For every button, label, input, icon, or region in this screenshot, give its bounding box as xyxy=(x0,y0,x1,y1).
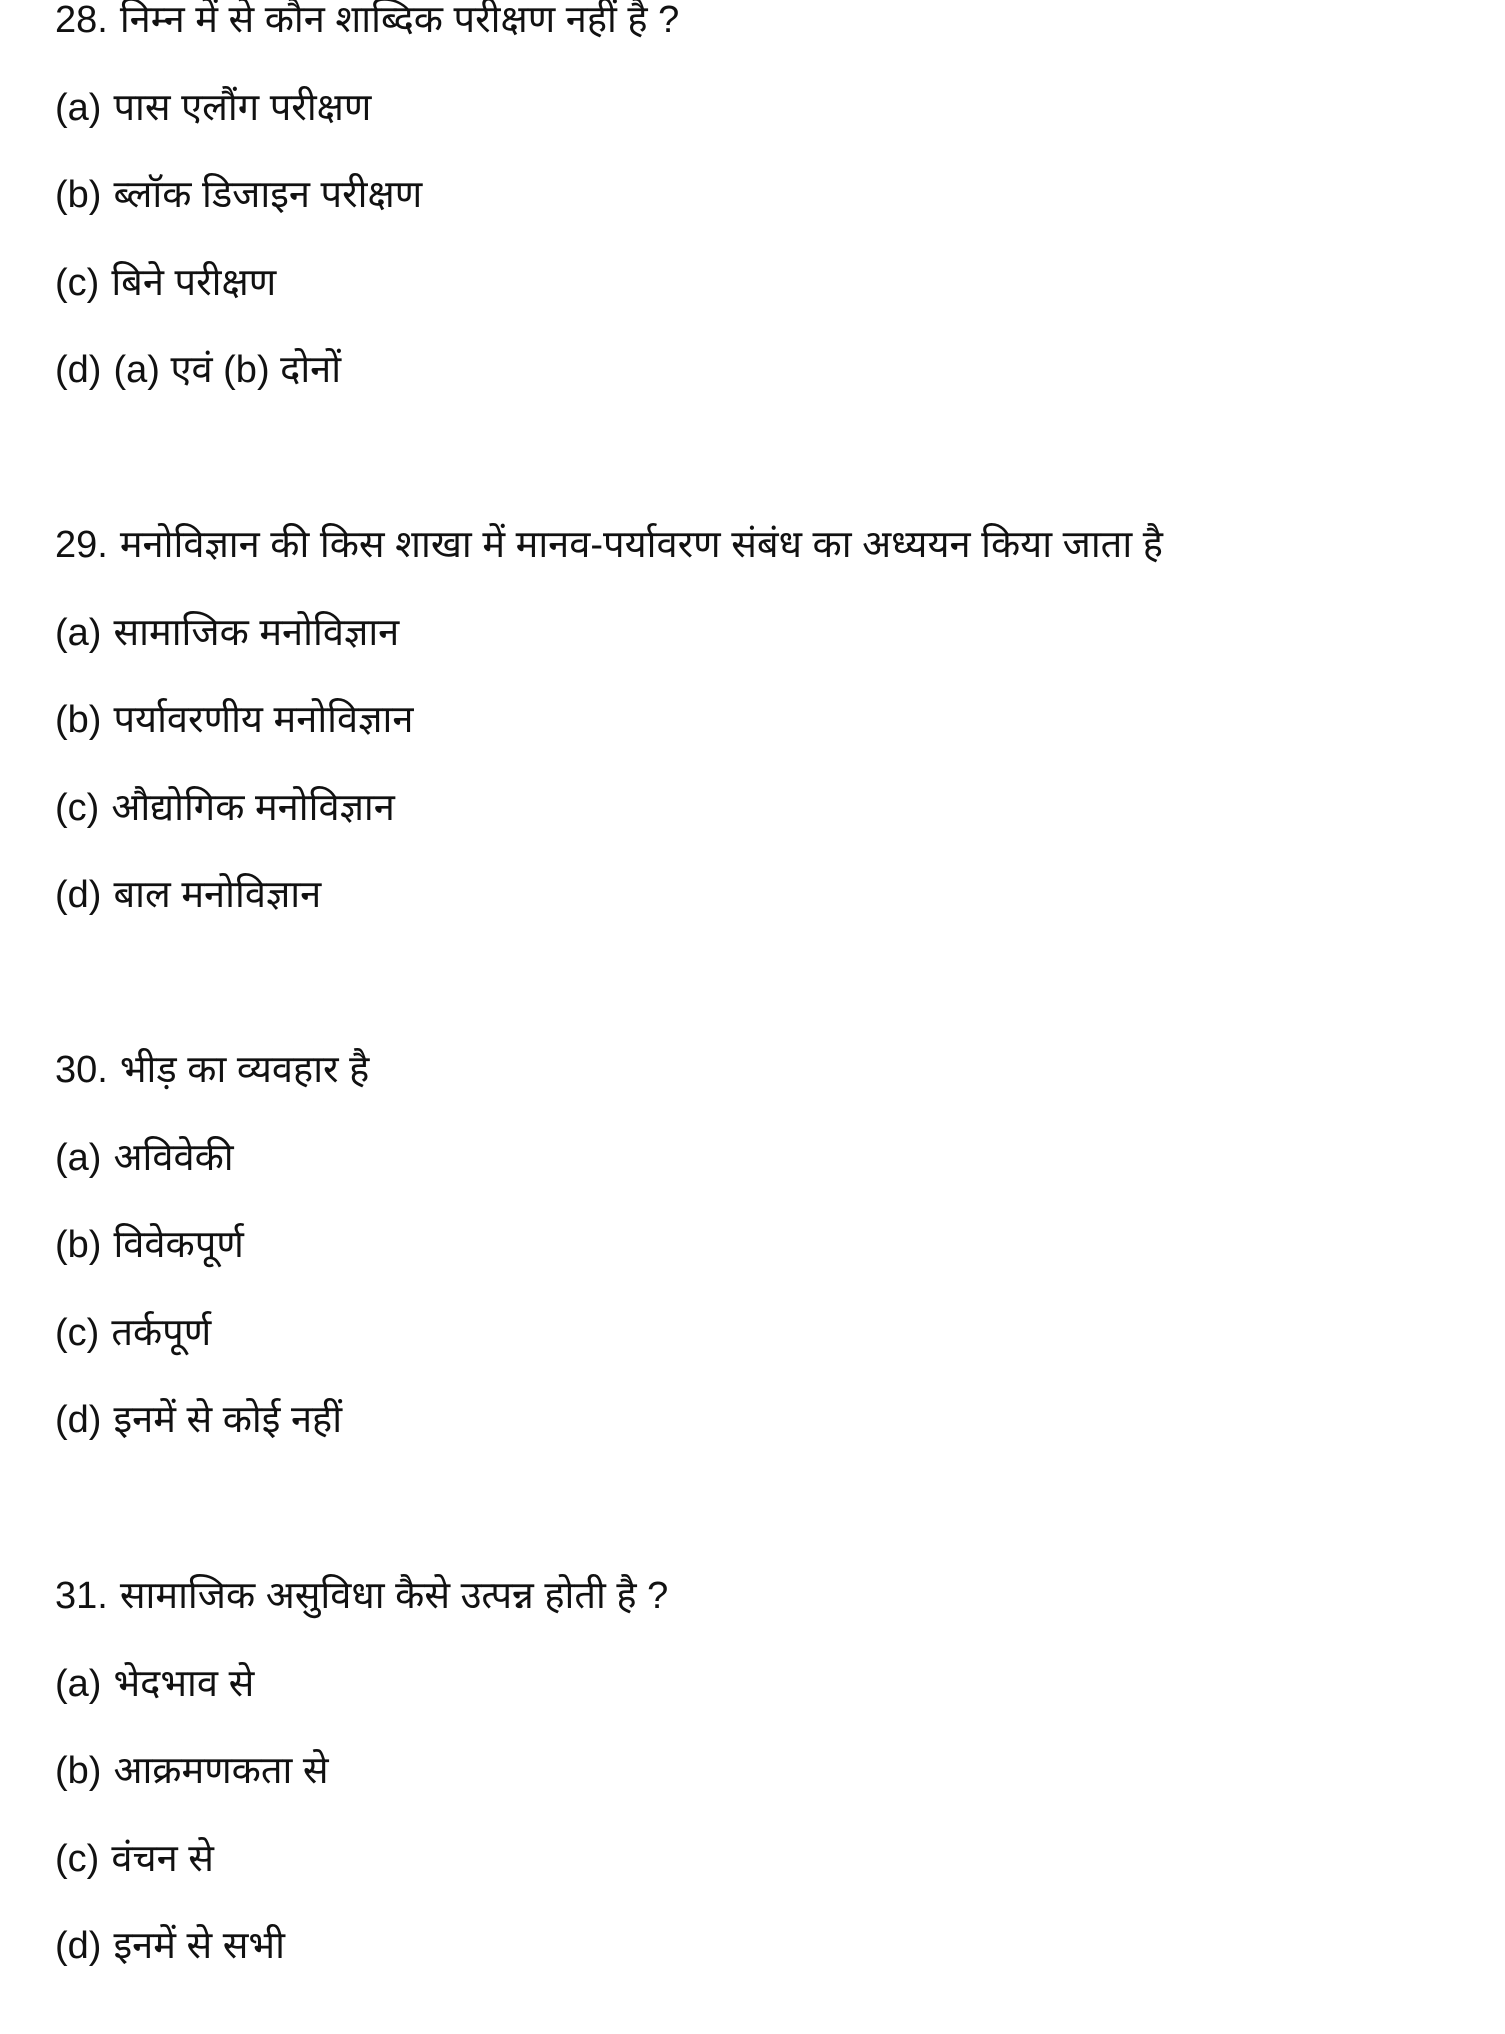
answer-option xyxy=(55,695,1495,783)
option-text: औद्योगिक मनोविज्ञान xyxy=(111,786,395,829)
option-text: तर्कपूर्ण xyxy=(111,1311,212,1354)
option-label: (b) xyxy=(55,1750,102,1793)
answer-option xyxy=(55,1834,1495,1922)
option-label: (c) xyxy=(55,786,100,829)
question-block xyxy=(55,0,1495,433)
option-label: (a) xyxy=(55,86,102,129)
option-label: (b) xyxy=(55,1224,102,1267)
answer-option xyxy=(55,1220,1495,1308)
question-stem xyxy=(55,520,1495,608)
option-text: भेदभाव से xyxy=(113,1662,255,1705)
question-block xyxy=(55,1571,1495,2009)
option-label: (d) xyxy=(55,1925,102,1968)
answer-option xyxy=(55,1746,1495,1834)
option-text: इनमें से सभी xyxy=(113,1925,285,1968)
question-text: निम्न में से कौन शाब्दिक परीक्षण नहीं है ? xyxy=(119,0,680,41)
option-text: पास एलौंग परीक्षण xyxy=(113,86,372,129)
answer-option xyxy=(55,1308,1495,1396)
question-text: सामाजिक असुविधा कैसे उत्पन्न होती है ? xyxy=(119,1575,669,1617)
question-number: 31. xyxy=(55,1575,108,1617)
option-label: (d) xyxy=(55,1399,102,1442)
answer-option xyxy=(55,1395,1495,1483)
option-label: (c) xyxy=(55,261,100,304)
question-number: 28. xyxy=(55,0,108,41)
answer-option xyxy=(55,345,1495,433)
option-text: ब्लॉक डिजाइन परीक्षण xyxy=(113,174,423,217)
question-block xyxy=(55,520,1495,958)
option-label: (b) xyxy=(55,174,102,217)
option-label: (a) xyxy=(55,1662,102,1705)
option-label: (a) xyxy=(55,1136,102,1179)
question-number: 29. xyxy=(55,524,108,566)
option-label: (d) xyxy=(55,349,102,392)
question-text: भीड़ का व्यवहार है xyxy=(119,1049,370,1091)
option-text: आक्रमणकता से xyxy=(113,1750,329,1793)
question-block xyxy=(55,1045,1495,1483)
option-text: (a) एवं (b) दोनों xyxy=(113,349,342,392)
question-text: मनोविज्ञान की किस शाखा में मानव-पर्यावरण संबंध का अध्ययन किया जाता है xyxy=(119,524,1163,566)
answer-option xyxy=(55,608,1495,696)
question-stem xyxy=(55,1571,1495,1659)
option-text: सामाजिक मनोविज्ञान xyxy=(113,611,400,654)
answer-option xyxy=(55,258,1495,346)
answer-option xyxy=(55,170,1495,258)
question-stem xyxy=(55,1045,1495,1133)
answer-option xyxy=(55,870,1495,958)
answer-option xyxy=(55,1659,1495,1747)
option-text: पर्यावरणीय मनोविज्ञान xyxy=(113,699,414,742)
option-text: वंचन से xyxy=(111,1837,214,1880)
answer-option xyxy=(55,83,1495,171)
option-text: इनमें से कोई नहीं xyxy=(113,1399,343,1442)
option-text: बिने परीक्षण xyxy=(111,261,277,304)
option-text: विवेकपूर्ण xyxy=(113,1224,244,1267)
answer-option xyxy=(55,1921,1495,2009)
option-label: (c) xyxy=(55,1837,100,1880)
answer-option xyxy=(55,1133,1495,1221)
answer-option xyxy=(55,783,1495,871)
question-number: 30. xyxy=(55,1049,108,1091)
option-label: (c) xyxy=(55,1311,100,1354)
option-text: बाल मनोविज्ञान xyxy=(113,874,322,917)
option-text: अविवेकी xyxy=(113,1136,234,1179)
option-label: (b) xyxy=(55,699,102,742)
option-label: (a) xyxy=(55,611,102,654)
option-label: (d) xyxy=(55,874,102,917)
question-stem xyxy=(55,0,1495,83)
